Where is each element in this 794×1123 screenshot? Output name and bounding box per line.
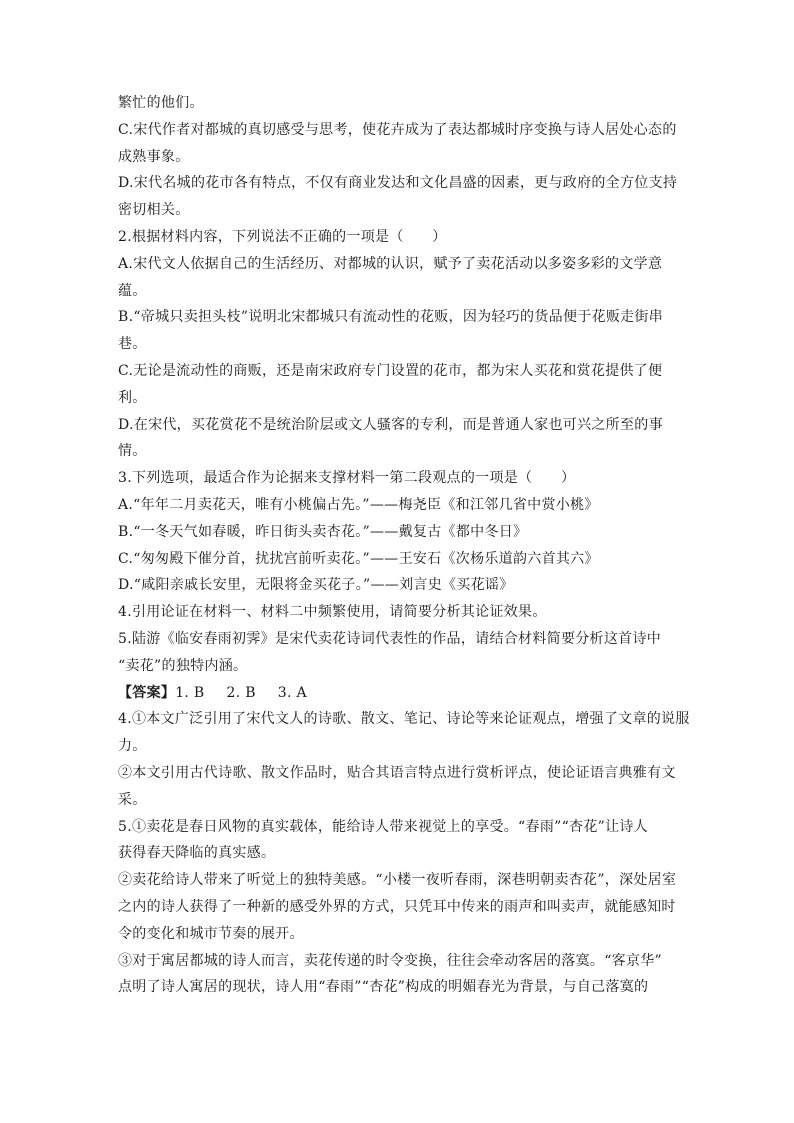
text-line: 情。: [118, 443, 147, 460]
text-line: D.在宋代，买花赏花不是统治阶层或文人骚客的专利，而是普通人家也可兴之所至的事: [118, 416, 663, 433]
text-line: 巷。: [118, 336, 147, 353]
text-line: 采。: [118, 791, 147, 808]
document-page: [118, 90, 690, 1001]
text-line: 力。: [118, 738, 147, 755]
text-line: 获得春天降临的真实感。: [118, 845, 276, 862]
question-2-stem: 2.根据材料内容，下列说法不正确的一项是（ ）: [118, 228, 447, 245]
question-4-stem: 4.引用论证在材料一、材料二中频繁使用，请简要分析其论证效果。: [118, 604, 547, 621]
answer-line: [118, 680, 678, 707]
question-3-stem: 3.下列选项，最适合作为论据来支撑材料一第二段观点的一项是（ ）: [118, 470, 576, 487]
text-line: B.“一冬天气如春暖，昨日街头卖杏花。”——戴复古《都中冬日》: [118, 523, 528, 540]
text-line: C.“匆匆殿下催分首，扰扰宫前听卖花。”——王安石《次杨乐道韵六首其六》: [118, 550, 599, 567]
answer-item: 3. A: [277, 684, 307, 701]
text-line: C.宋代作者对都城的真切感受与思考，使花卉成为了表达都城时序变换与诗人居处心态的: [118, 121, 677, 138]
text-line: D.“咸阳亲戚长安里，无限将金买花子。”——刘言史《买花谣》: [118, 577, 514, 594]
text-line: ③对于寓居都城的诗人而言，卖花传递的时令变换，往往会牵动客居的落寞。“客京华”: [118, 952, 663, 969]
text-line: C.无论是流动性的商贩，还是南宋政府专门设置的花市，都为宋人买花和赏花提供了便: [118, 362, 663, 379]
text-line: B.“帝城只卖担头枝”说明北宋都城只有流动性的花贩，因为轻巧的货品便于花贩走街串: [118, 309, 664, 326]
text-line: 蕴。: [118, 282, 147, 299]
text-line: 4.①本文广泛引用了宋代文人的诗歌、散文、笔记、诗论等来论证观点，增强了文章的说服: [118, 711, 690, 728]
text-line: ②卖花给诗人带来了听觉上的独特美感。“小楼一夜听春雨，深巷明朝卖杏花”，深处居室: [118, 872, 677, 889]
question-5-stem: 5.陆游《临安春雨初霁》是宋代卖花诗词代表性的作品，请结合材料简要分析这首诗中: [118, 630, 662, 647]
answer-label: 【答案】: [118, 684, 176, 701]
text-line: 密切相关。: [118, 202, 190, 219]
text-line: A.宋代文人依据自己的生活经历、对都城的认识，赋予了卖花活动以多姿多彩的文学意: [118, 255, 663, 272]
text-line: A.“年年二月卖花天，唯有小桃偏占先。”——梅尧臣《和江邻几省中赏小桃》: [118, 496, 599, 513]
answer-item: 1. B: [175, 684, 205, 701]
answer-item: 2. B: [226, 684, 256, 701]
text-line: 之内的诗人获得了一种新的感受外界的方式，只凭耳中传来的雨声和叫卖声，就能感知时: [118, 898, 676, 915]
text-line: 利。: [118, 389, 147, 406]
text-line: 5.①卖花是春日风物的真实载体，能给诗人带来视觉上的享受。“春雨”“杏花”让诗人: [118, 818, 648, 835]
text-line: 点明了诗人寓居的现状，诗人用“春雨”“杏花”构成的明媚春光为背景，与自己落寞的: [118, 979, 649, 996]
text-line: 令的变化和城市节奏的展开。: [118, 925, 304, 942]
text-line: “卖花”的独特内涵。: [118, 657, 248, 674]
text-line: ②本文引用古代诗歌、散文作品时，贴合其语言特点进行赏析评点，使论证语言典雅有文: [118, 764, 676, 781]
text-line: 繁忙的他们。: [118, 95, 204, 111]
text-line: D.宋代名城的花市各有特点，不仅有商业发达和文化昌盛的因素，更与政府的全方位支持: [118, 175, 678, 192]
text-line: 成熟事象。: [118, 148, 190, 165]
